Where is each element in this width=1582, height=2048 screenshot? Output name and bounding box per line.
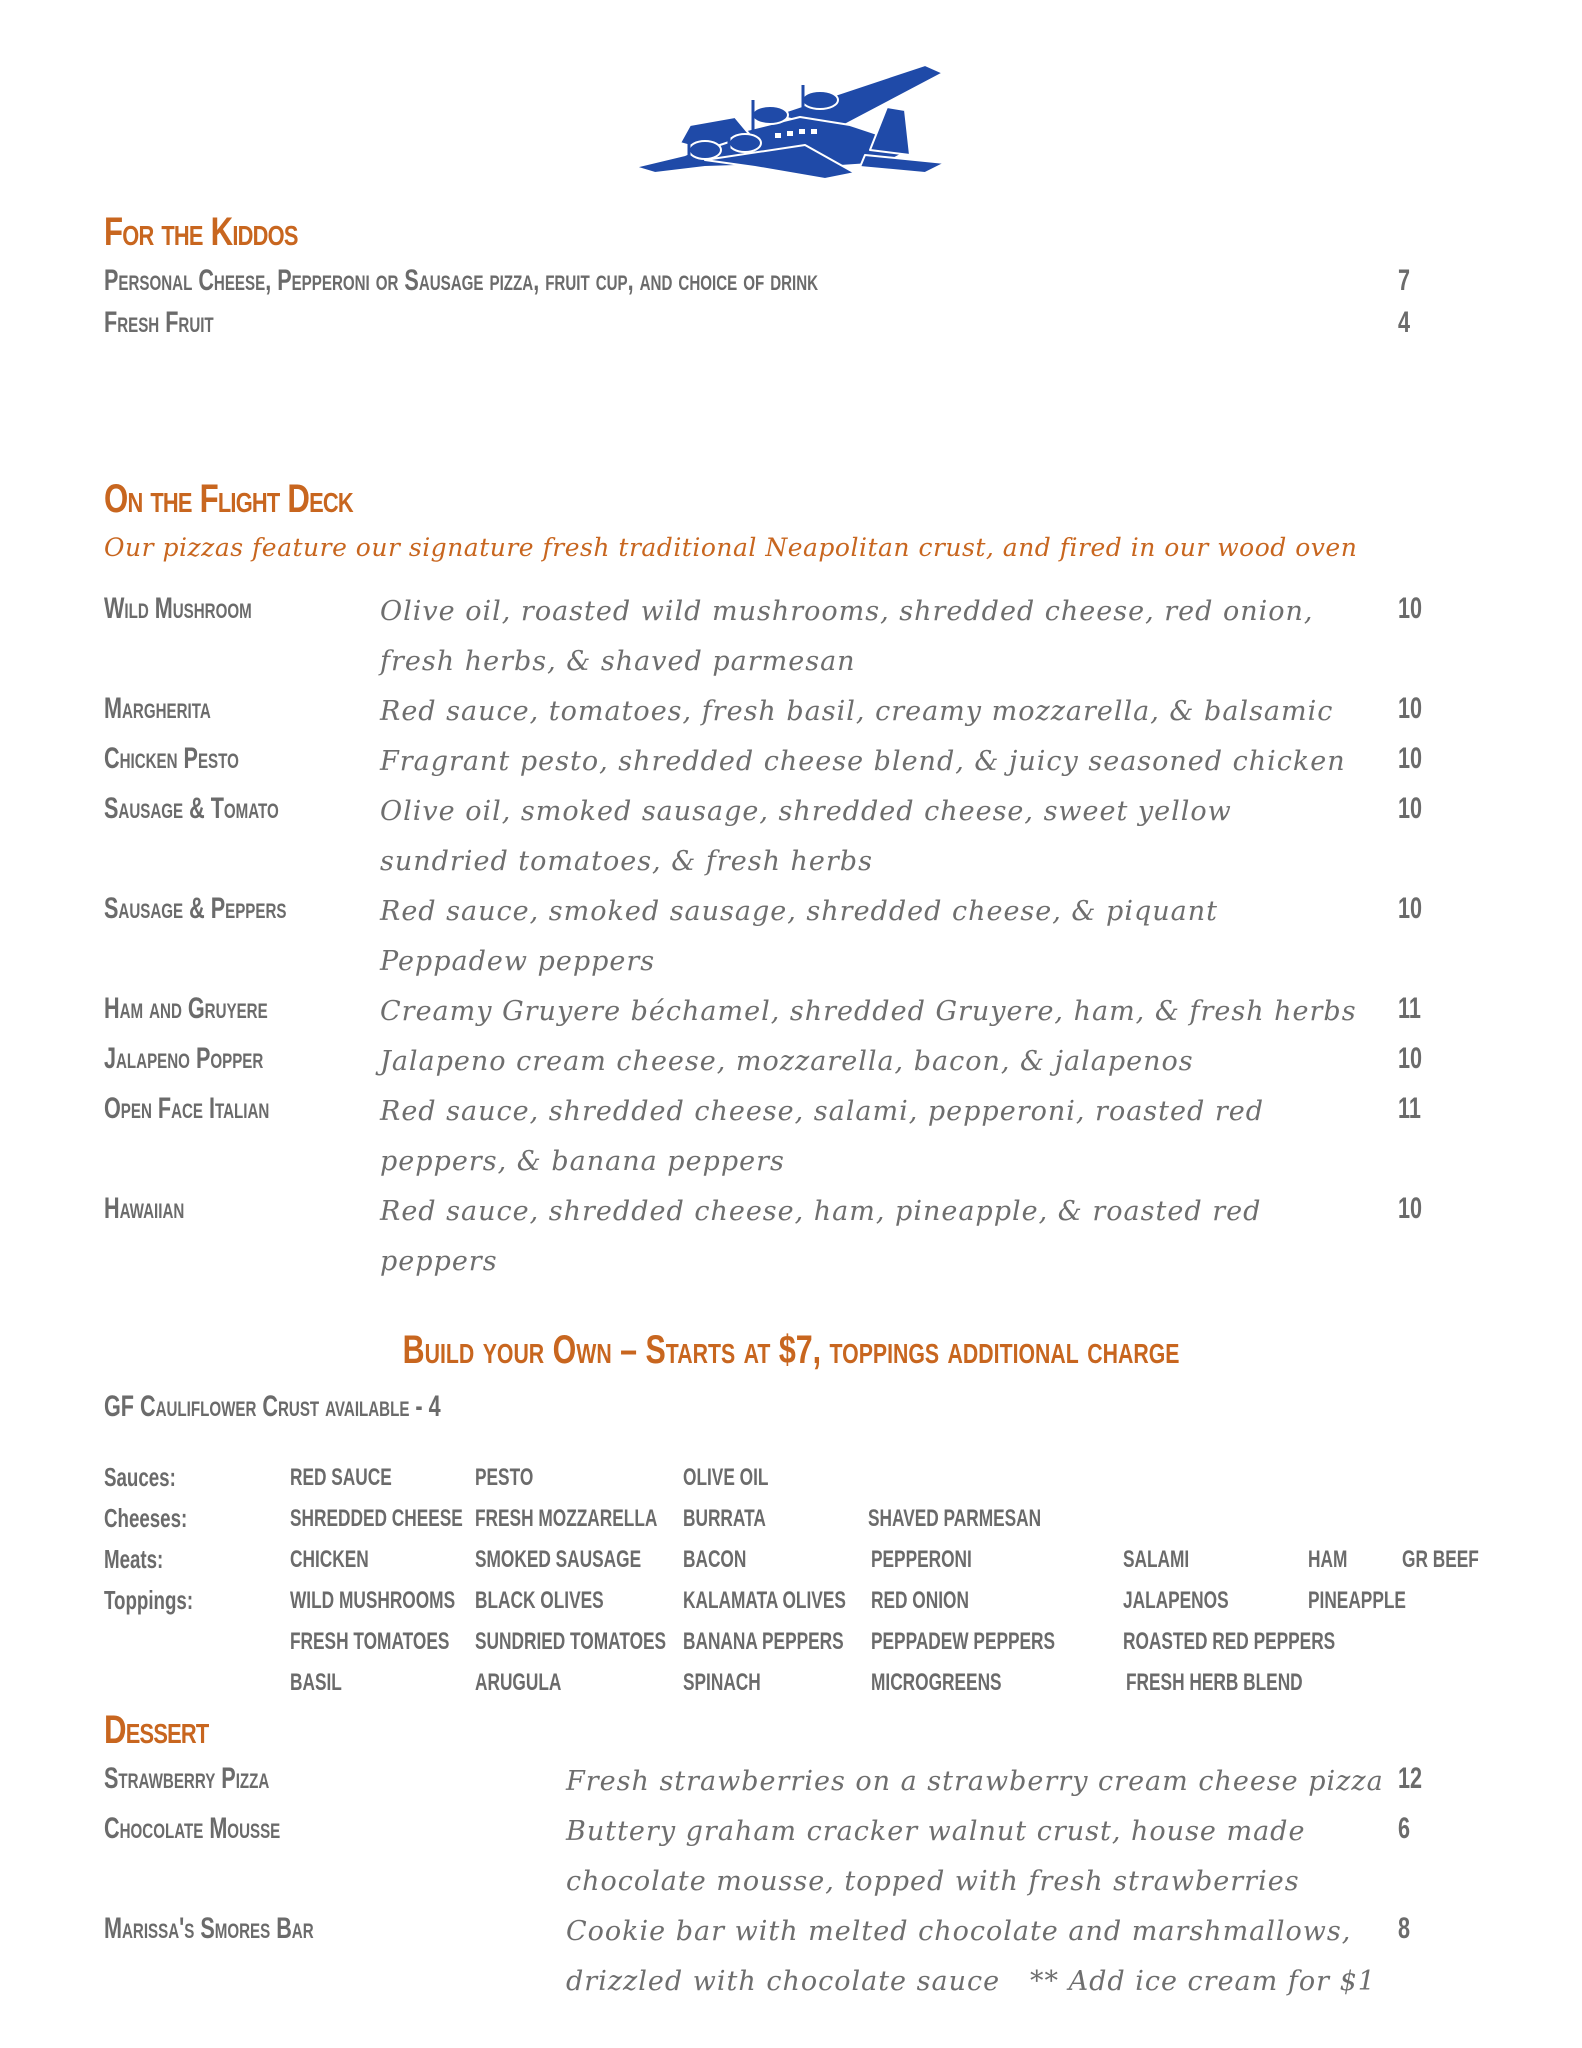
topping-option: WILD MUSHROOMS — [290, 1587, 456, 1614]
pizza-desc: Olive oil, roasted wild mushrooms, shredded cheese, red onion, fresh herbs, & shaved parmesan — [380, 596, 1314, 677]
topping-option: RED ONION — [871, 1587, 969, 1614]
meat-option: CHICKEN — [290, 1546, 369, 1573]
pizza-price: 11 — [1398, 1092, 1421, 1125]
kiddo-item-price: 4 — [1398, 306, 1411, 339]
topping-option: FRESH TOMATOES — [290, 1628, 450, 1655]
topping-option: ARUGULA — [475, 1669, 562, 1696]
cheese-option: SHREDDED CHEESE — [290, 1505, 463, 1532]
sauces-label: Sauces: — [104, 1462, 176, 1492]
sauce-option: PESTO — [475, 1464, 534, 1491]
pizza-name: Chicken Pesto — [104, 742, 239, 775]
pizza-name: Margherita — [104, 692, 211, 725]
topping-option: PEPPADEW PEPPERS — [871, 1628, 1056, 1655]
meat-option: GR BEEF — [1402, 1546, 1479, 1573]
pizza-desc: Red sauce, smoked sausage, shredded cheese, & piquant Peppadew peppers — [380, 896, 1218, 977]
meat-option: SMOKED SAUSAGE — [475, 1546, 642, 1573]
meats-label: Meats: — [104, 1544, 164, 1574]
topping-option: BANANA PEPPERS — [683, 1628, 844, 1655]
pizza-price: 11 — [1398, 992, 1421, 1025]
cheese-option: BURRATA — [683, 1505, 766, 1532]
dessert-desc: chocolate mousse, topped with fresh strawberries — [566, 1866, 1300, 1897]
pizza-desc: Red sauce, shredded cheese, salami, pepperoni, roasted red peppers, & banana peppers — [380, 1096, 1265, 1177]
dessert-name: Strawberry Pizza — [104, 1762, 270, 1795]
dessert-price: 6 — [1398, 1812, 1411, 1845]
topping-option: MICROGREENS — [871, 1669, 1002, 1696]
pizza-desc: Red sauce, shredded cheese, ham, pineapple, & roasted red peppers — [380, 1196, 1262, 1277]
cheeses-label: Cheeses: — [104, 1503, 188, 1533]
pizza-name: Ham and Gruyere — [104, 992, 268, 1025]
dessert-desc: Buttery graham cracker walnut crust, house made — [566, 1816, 1306, 1847]
pizza-desc: Fragrant pesto, shredded cheese blend, & juicy seasoned chicken — [380, 746, 1346, 777]
toppings-label: Toppings: — [104, 1585, 194, 1615]
meat-option: BACON — [683, 1546, 747, 1573]
topping-option: KALAMATA OLIVES — [683, 1587, 846, 1614]
pizza-name: Wild Mushroom — [104, 592, 252, 625]
meat-option: SALAMI — [1123, 1546, 1190, 1573]
pizza-desc: Creamy Gruyere béchamel, shredded Gruyere, ham, & fresh herbs — [380, 996, 1357, 1027]
pizza-price: 10 — [1398, 692, 1423, 725]
topping-option: FRESH HERB BLEND — [1126, 1669, 1303, 1696]
pizza-price: 10 — [1398, 1042, 1423, 1075]
cheese-option: SHAVED PARMESAN — [868, 1505, 1042, 1532]
pizza-name: Sausage & Peppers — [104, 892, 287, 925]
dessert-heading: Dessert — [104, 1708, 209, 1752]
pizza-price: 10 — [1398, 1192, 1423, 1225]
pizza-desc: Red sauce, tomatoes, fresh basil, creamy mozzarella, & balsamic — [380, 696, 1334, 727]
kiddo-item-price: 7 — [1398, 264, 1411, 297]
pizza-price: 10 — [1398, 742, 1423, 775]
topping-option: PINEAPPLE — [1308, 1587, 1406, 1614]
topping-option: BLACK OLIVES — [475, 1587, 604, 1614]
build-own-heading: Build your Own – Starts at $7, toppings additional charge — [402, 1328, 1180, 1372]
dessert-desc: drizzled with chocolate sauce — [566, 1966, 1001, 1997]
pizza-desc: Olive oil, smoked sausage, shredded cheese, sweet yellow sundried tomatoes, & fresh herbs — [380, 796, 1232, 877]
gf-crust-note: GF Cauliflower Crust available - 4 — [104, 1390, 441, 1423]
pizza-name: Jalapeno Popper — [104, 1042, 264, 1075]
pizza-name: Hawaiian — [104, 1192, 185, 1225]
pizza-price: 10 — [1398, 592, 1423, 625]
flight-deck-heading: On the Flight Deck — [104, 477, 353, 521]
kiddos-heading: For the Kiddos — [104, 210, 298, 254]
pizza-name: Open Face Italian — [104, 1092, 270, 1125]
flight-deck-subtitle: Our pizzas feature our signature fresh traditional Neapolitan crust, and fired in our wood oven — [104, 533, 1358, 562]
airplane-logo — [625, 55, 965, 180]
build-own-heading-row — [0, 1328, 1582, 1373]
pizza-price: 10 — [1398, 892, 1423, 925]
kiddo-item-name: Personal Cheese, Pepperoni or Sausage pizza, fruit cup, and choice of drink — [104, 264, 819, 297]
sauce-option: RED SAUCE — [290, 1464, 392, 1491]
cheese-option: FRESH MOZZARELLA — [475, 1505, 658, 1532]
meat-option: HAM — [1308, 1546, 1348, 1573]
pizza-price: 10 — [1398, 792, 1423, 825]
dessert-note: ** Add ice cream for $1 — [1030, 1966, 1376, 1997]
sauce-option: OLIVE OIL — [683, 1464, 769, 1491]
dessert-name: Marissa's Smores Bar — [104, 1912, 314, 1945]
topping-option: ROASTED RED PEPPERS — [1123, 1628, 1336, 1655]
pizza-name: Sausage & Tomato — [104, 792, 279, 825]
topping-option: SUNDRIED TOMATOES — [475, 1628, 667, 1655]
dessert-name: Chocolate Mousse — [104, 1812, 281, 1845]
dessert-price: 8 — [1398, 1912, 1411, 1945]
topping-option: BASIL — [290, 1669, 342, 1696]
dessert-price: 12 — [1398, 1762, 1423, 1795]
meat-option: PEPPERONI — [871, 1546, 972, 1573]
topping-option: SPINACH — [683, 1669, 761, 1696]
dessert-desc: Fresh strawberries on a strawberry cream cheese pizza — [566, 1766, 1384, 1797]
dessert-desc: Cookie bar with melted chocolate and marshmallows, — [566, 1916, 1352, 1947]
pizza-desc: Jalapeno cream cheese, mozzarella, bacon, & jalapenos — [380, 1046, 1194, 1077]
kiddo-item-name: Fresh Fruit — [104, 306, 214, 339]
topping-option: JALAPENOS — [1123, 1587, 1229, 1614]
